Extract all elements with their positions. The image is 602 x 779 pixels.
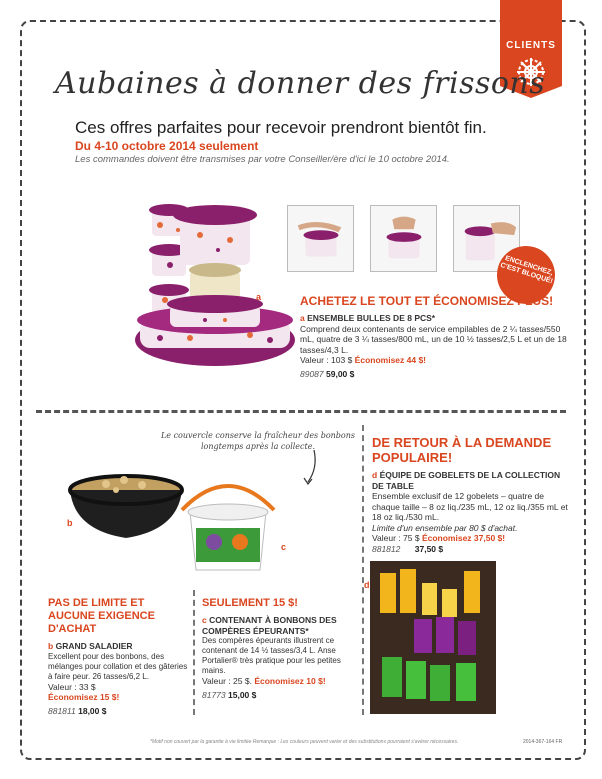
deal-a-value: Valeur : 103 $ — [300, 355, 353, 365]
deal-a-savings: Économisez 44 $! — [354, 355, 427, 365]
deal-a-price: 59,00 $ — [326, 368, 355, 379]
deal-d-limit: Limite d'un ensemble par 80 $ d'achat. — [372, 522, 518, 533]
deal-a — [300, 294, 570, 379]
deal-c-code: 81773 — [202, 689, 226, 700]
deal-d-letter: d — [372, 470, 378, 480]
lock-badge: ENCLENCHEZ, C'EST BLOQUÉ! — [489, 238, 562, 311]
deal-d-description: Ensemble exclusif de 12 gobelets – quatre de chaque taille – 8 oz liq./235 mL, 12 oz liq./355 mL et 18 oz liq./530 mL. — [372, 491, 568, 522]
deal-b-letter: b — [48, 641, 54, 651]
deal-b-value: Valeur : 33 $ — [48, 681, 96, 692]
offer-dates: Du 4-10 octobre 2014 seulement — [75, 139, 259, 153]
deal-a-letter: a — [300, 313, 305, 323]
deal-d-image-letter: d — [364, 580, 370, 590]
deal-b-code: 881811 — [48, 705, 76, 716]
annotation-arrow-icon — [300, 448, 324, 488]
deal-c-description: Des compères épeurants illustrent ce contenant de 14 ½ tasses/3,4 L. Anse Portalier® très pratique pour les petites mains. — [202, 636, 341, 675]
footer-disclaimer: *Motif non couvert par la garantie à vie limitée Remarque : Les couleurs peuvent varier et des substitutions pourraient s'avérer nécessaires. — [150, 739, 459, 745]
deal-c-image-letter: c — [281, 542, 287, 552]
deal-c-letter: c — [202, 615, 207, 625]
bubble-containers-image — [130, 180, 300, 380]
deal-c-savings: Économisez 10 $! — [254, 676, 326, 686]
deal-d-headline: DE RETOUR À LA DEMANDE POPULAIRE! — [372, 435, 552, 465]
deal-c-value: Valeur : 25 $. — [202, 676, 252, 686]
step-photo-1 — [287, 205, 354, 272]
deal-a-description: Comprend deux contenants de service empilables de 2 ¼ tasses/550 mL, quatre de 3 ¼ tasses/800 mL, un de 10 ½ tasses/2,5 L et un de 18 tasses/4,3 L. — [300, 323, 567, 355]
deal-b-price: 18,00 $ — [78, 705, 107, 716]
tumblers-image — [370, 561, 496, 714]
deal-c-product: CONTENANT À BONBONS DES COMPÈRES ÉPEURANTS* — [202, 615, 337, 636]
deal-d-code: 881812 — [372, 543, 401, 554]
deal-c-price: 15,00 $ — [228, 689, 257, 700]
order-deadline-notice: Les commandes doivent être transmises par votre Conseiller/ère d'ici le 10 octobre 2014. — [75, 154, 450, 165]
deal-b-headline: PAS DE LIMITE ET AUCUNE EXIGENCE D'ACHAT — [48, 597, 155, 635]
deal-a-code: 89087 — [300, 368, 324, 379]
step-photo-2 — [370, 205, 437, 272]
deal-d-product: ÉQUIPE DE GOBELETS DE LA COLLECTION DE TABLE — [372, 470, 561, 491]
deal-b — [48, 597, 193, 716]
vertical-divider-2 — [362, 425, 364, 715]
deal-d-value: Valeur : 75 $ — [372, 533, 420, 543]
candy-bucket-image — [172, 470, 287, 578]
deal-c-headline: SEULEMENT 15 $! — [202, 597, 298, 609]
vertical-divider-1 — [193, 590, 195, 715]
footer-reference: 2014-367-164 FR — [523, 739, 563, 745]
page-title: Aubaines à donner des frissons — [55, 66, 546, 101]
deal-d — [372, 435, 572, 554]
salad-bowl-image — [66, 468, 186, 543]
page-subtitle: Ces offres parfaites pour recevoir prendront bientôt fin. — [75, 118, 487, 137]
deal-b-savings: Économisez 15 $! — [48, 692, 120, 702]
deal-b-description: Excellent pour des bonbons, des mélanges pour collation et des gâteries à faire peur. 26 tasses/6,2 L. — [48, 651, 188, 681]
annotation-text: Le couvercle conserve la fraîcheur des bonbons longtemps après la collecte. — [160, 431, 355, 451]
horizontal-divider — [36, 410, 566, 413]
deal-d-savings: Économisez 37,50 $! — [421, 533, 506, 543]
deal-a-headline: ACHETEZ LE TOUT ET ÉCONOMISEZ PLUS! — [300, 294, 554, 308]
deal-b-product: GRAND SALADIER — [55, 641, 133, 651]
deal-c — [202, 597, 362, 700]
deal-b-image-letter: b — [67, 518, 73, 528]
deal-a-image-letter: a — [256, 292, 262, 302]
deal-a-product: ENSEMBLE BULLES DE 8 PCS* — [307, 313, 436, 323]
clients-label: CLIENTS — [506, 40, 556, 51]
deal-d-price: 37,50 $ — [414, 543, 444, 554]
